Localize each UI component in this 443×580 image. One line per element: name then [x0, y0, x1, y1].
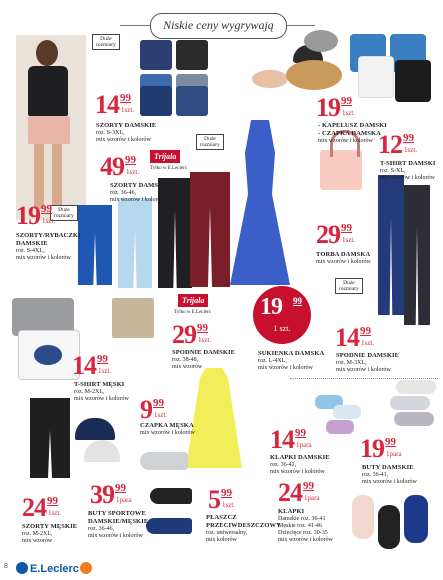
circle-price-unit: 1 szt. — [273, 324, 291, 333]
duze-badge-3: Duże rozmiary — [50, 205, 78, 221]
price-szorty-meskie: 24 99 1szt. — [22, 493, 62, 522]
shoe-black — [150, 488, 192, 504]
label-czapka-meska: CZAPKA MĘSKA mix wzorów i kolorów — [140, 422, 195, 436]
shoe-navy — [146, 518, 192, 534]
price-spodnie-damskie: 29 99 1szt. — [172, 320, 212, 349]
price-szorty-damskie: 14 99 1szt. — [95, 90, 135, 119]
shoe-grey-2 — [394, 412, 434, 426]
flipflop-white — [333, 405, 361, 419]
header-line-left — [120, 25, 150, 26]
hat-grey — [304, 30, 338, 52]
circle-price-offer — [253, 286, 311, 344]
label-tshirt-meski: T-SHIRT MĘSKI roz. M-2XL, mix wzorów i kolorów — [74, 381, 129, 402]
leclerc-badge-icon — [80, 562, 92, 574]
label-szorty-damskie-2: SZORTY DAMSKIE roz. 36-46, mix wzorów i kolorów — [110, 182, 171, 203]
label-szorty-damskie: SZORTY DAMSKIE roz. S-3XL, mix wzorów i kolorów — [96, 122, 157, 143]
label-plaszcz: PŁASZCZ PRZECIWDESZCZOWY roz. uniwersalny, mix kolorów — [206, 514, 281, 543]
label-szorty-rybaczki: SZORTY/RYBACZKI DAMSKIE roz. S-4XL, mix wzorów i kolorów — [16, 232, 81, 261]
slide-navy — [404, 495, 428, 543]
raincoat-yellow — [186, 368, 242, 468]
label-tshirt-damski: T-SHIRT DAMSKI roz. S-XL, mix wzorów i kolorów — [380, 160, 436, 181]
model-leg-right — [52, 144, 62, 209]
label-szorty-meskie: SZORTY MĘSKIE roz. M-2XL, mix wzorów — [22, 523, 78, 544]
cap-white — [84, 440, 120, 462]
capri-blue — [78, 205, 112, 285]
tshirt-print — [34, 345, 62, 365]
label-buty-sportowe: BUTY SPORTOWE DAMSKIE/MĘSKIE roz. 36-46, mix wzorów i kolorów — [88, 510, 149, 539]
flipflop-purple — [326, 420, 354, 434]
shorts-mens-black — [30, 398, 70, 478]
model-tshirt — [28, 66, 68, 116]
price-spodnie-damskie-2: 14 99 1szt. — [335, 323, 375, 352]
shorts-pattern — [176, 86, 208, 116]
circle-price-whole: 19 — [260, 294, 282, 320]
shorts-beige — [112, 298, 154, 338]
label-klapki-damskie: KLAPKI DAMSKIE roz. 36-42, mix wzorów i kolorów — [270, 454, 330, 475]
slide-pink — [352, 495, 374, 539]
label-torba: TORBA DAMSKA mix wzorów i kolorów — [316, 251, 371, 265]
pants-navy-floral — [378, 175, 404, 315]
label-buty-damskie: BUTY DAMSKIE roz. 36-41, mix wzorów i kolorów — [362, 464, 417, 485]
header-line-right — [285, 25, 315, 26]
page-number: 8 — [4, 563, 8, 570]
shorts-floral — [140, 86, 172, 116]
price-kapelusz: 19 99 1szt. — [316, 93, 356, 122]
brand-badge-1: Trijala — [150, 150, 180, 163]
shoe-grey — [140, 452, 188, 470]
label-sukienka: SUKIENKA DAMSKA roz. L-4XL, mix wzorów i kolorów — [258, 350, 325, 371]
price-klapki-damskie: 14 99 1para — [270, 425, 312, 454]
price-szorty-rybaczki: 19 99 1szt. — [16, 201, 56, 230]
price-buty-damskie: 19 99 1para — [360, 434, 402, 463]
duze-badge-1: Duże rozmiary — [92, 34, 120, 50]
duze-badge-4: Duże rozmiary — [335, 278, 363, 294]
shoe-white-1 — [396, 380, 436, 394]
pants-red-pattern — [190, 172, 230, 287]
model-leg-left — [34, 144, 44, 209]
leclerc-logo-icon — [16, 562, 28, 574]
price-tshirt-damski: 12 99 1szt. — [378, 130, 418, 159]
brand-badge-2: Trijala — [178, 294, 208, 307]
circle-price-dec: 99 — [293, 296, 302, 306]
duze-badge-2: Duże rozmiary — [196, 134, 224, 150]
shoe-white-2 — [390, 396, 430, 410]
price-torba: 29 99 1szt. — [316, 220, 356, 249]
divider-dots — [290, 378, 438, 379]
dress-blue — [230, 120, 290, 285]
cap-navy — [75, 418, 115, 440]
capri-lightblue — [118, 198, 152, 288]
pants-dark-floral — [404, 185, 430, 325]
price-tshirt-meski: 14 99 1szt. — [72, 351, 112, 380]
label-kapelusz: - KAPELUSZ DAMSKI - CZAPKA DAMSKA mix wzorów i kolorów — [318, 122, 387, 144]
label-klapki: KLAPKI Damskie roz. 36-41 Męskie roz. 41-46 Dziecięce roz. 30-35 mix wzorów i kolorów — [278, 508, 333, 543]
shorts-navy — [140, 40, 172, 70]
model-shorts — [28, 116, 70, 144]
hat-pink — [252, 70, 288, 88]
tshirt-black — [395, 60, 431, 102]
label-spodnie-damskie: SPODNIE DAMSKIE roz. 38-48, mix wzorów — [172, 349, 236, 370]
brand-note-1: Tylko w E.Leclerc — [150, 166, 187, 171]
price-buty-sportowe: 39 99 1para — [90, 480, 132, 509]
model-hair — [36, 40, 58, 66]
leclerc-logo-text: E.Leclerc — [30, 563, 79, 575]
hat-straw — [286, 60, 342, 90]
shorts-black — [176, 40, 208, 70]
slide-black — [378, 505, 400, 549]
price-czapka-meska: 9 99 1szt. — [140, 395, 168, 424]
label-spodnie-damskie-2: SPODNIE DAMSKIE roz. M-3XL, mix wzorów i kolorów — [336, 352, 400, 373]
price-szorty-damskie-2: 49 99 1szt. — [100, 152, 140, 181]
price-klapki: 24 99 1para — [278, 478, 320, 507]
tshirt-white — [358, 56, 394, 98]
brand-note-2: Tylko w E.Leclerc — [174, 310, 211, 315]
header-title: Niskie ceny wygrywają — [150, 13, 287, 39]
price-plaszcz: 5 99 1szt. — [208, 485, 236, 514]
